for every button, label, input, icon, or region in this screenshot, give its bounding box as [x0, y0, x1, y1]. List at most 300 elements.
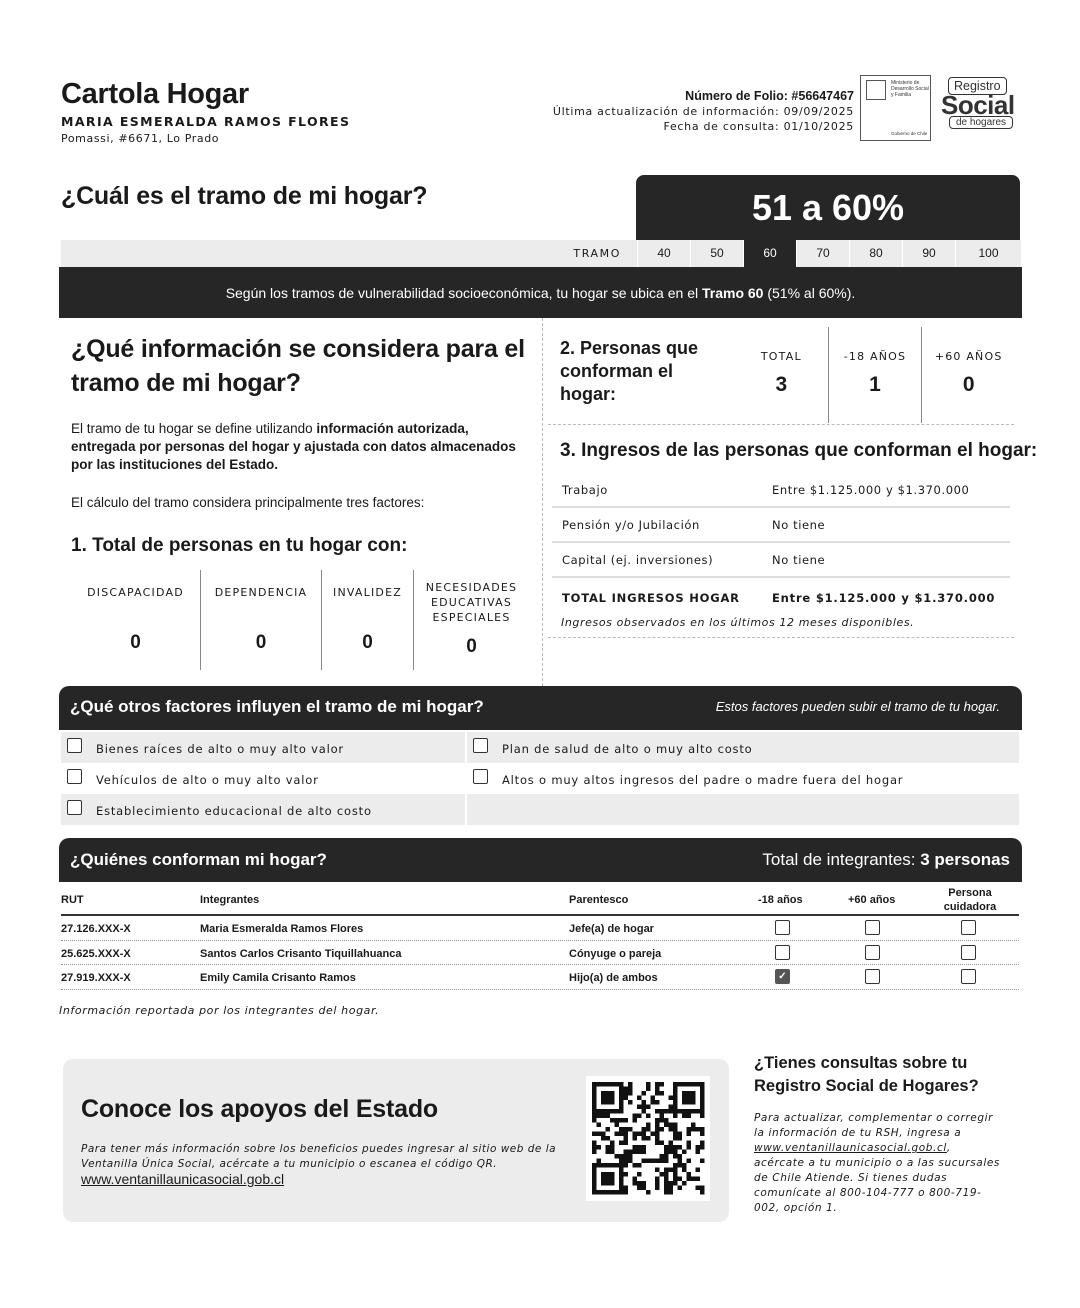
holder-address: Pomassi, #6671, Lo Prado [61, 132, 220, 145]
qr-module [673, 1163, 678, 1168]
income-value: Entre $1.125.000 y $1.370.000 [772, 483, 970, 497]
factor-label: Establecimiento educacional de alto costo [96, 804, 372, 818]
section-divider [548, 637, 1014, 638]
qr-module [606, 1109, 611, 1114]
qr-module [700, 1145, 705, 1150]
col-mayor: +60 años [848, 894, 896, 906]
qr-module [610, 1109, 615, 1114]
tramo-question: ¿Cuál es el tramo de mi hogar? [61, 182, 428, 210]
qr-module [601, 1163, 606, 1168]
qr-module [673, 1145, 678, 1150]
income-label: Pensión y/o Jubilación [562, 518, 700, 532]
tramo-scale-label: TRAMO [573, 247, 621, 260]
info-p1-bold: información autorizada, entregada por personas del hogar y ajustada con datos almacenados por las instituciones del Estado. [71, 421, 516, 472]
factor-checkbox[interactable] [473, 738, 488, 753]
qr-module [615, 1154, 620, 1159]
qr-module [678, 1109, 683, 1114]
factor1-dependencia [200, 570, 321, 670]
personas-mayores [921, 327, 1015, 423]
over-60-checkbox[interactable] [865, 945, 880, 960]
banner-text-post: (51% al 60%). [763, 285, 856, 301]
qr-module [682, 1082, 687, 1087]
logo-top-text: Registro [948, 77, 1007, 95]
factor-item [61, 794, 465, 825]
qr-module [606, 1145, 611, 1150]
qr-module [646, 1136, 651, 1141]
qr-module [673, 1154, 678, 1159]
ministry-name: Ministerio de Desarrollo Social y Familia [891, 80, 929, 98]
qr-module [592, 1168, 597, 1173]
qr-module [660, 1127, 665, 1132]
qr-module [691, 1123, 696, 1128]
qr-module [700, 1114, 705, 1119]
caregiver-checkbox[interactable] [961, 945, 976, 960]
factor1-title: 1. Total de personas en tu hogar con: [71, 535, 408, 556]
household-title: ¿Quiénes conforman mi hogar? [70, 850, 327, 869]
rut-cell: 25.625.XXX-X [61, 947, 131, 960]
qr-module [673, 1096, 678, 1101]
personas-menores [828, 327, 922, 423]
qr-module [696, 1168, 701, 1173]
name-cell: Maria Esmeralda Ramos Flores [200, 923, 364, 935]
qr-module [633, 1136, 638, 1141]
qr-module [597, 1190, 602, 1195]
qr-module [606, 1082, 611, 1087]
qr-module [673, 1087, 678, 1092]
qr-module [615, 1109, 620, 1114]
qr-module [601, 1190, 606, 1195]
qr-module [691, 1177, 696, 1182]
qr-module [664, 1145, 669, 1150]
qr-module [682, 1114, 687, 1119]
qr-module [619, 1087, 624, 1092]
qr-module [619, 1096, 624, 1101]
qr-module [642, 1127, 647, 1132]
qr-module [700, 1096, 705, 1101]
name-cell: Emily Camila Crisanto Ramos [200, 972, 356, 984]
qr-module [669, 1141, 674, 1146]
consultas-text [754, 1111, 1004, 1216]
qr-module [655, 1118, 660, 1123]
qr-module [592, 1190, 597, 1195]
qr-module [619, 1105, 624, 1110]
other-factors-row [61, 732, 1019, 763]
qr-module [664, 1123, 669, 1128]
qr-module [610, 1091, 615, 1096]
qr-module [673, 1168, 678, 1173]
qr-module [669, 1127, 674, 1132]
factor-item [61, 732, 465, 763]
qr-module [633, 1163, 638, 1168]
last-update: Última actualización de información: 09/09/2025 [552, 105, 854, 118]
tramo-scale-cells [637, 240, 1021, 267]
income-value: No tiene [772, 553, 826, 567]
income-value: No tiene [772, 518, 826, 532]
qr-module [655, 1082, 660, 1087]
qr-module [633, 1114, 638, 1119]
qr-module [646, 1082, 651, 1087]
qr-module [669, 1150, 674, 1155]
factor1-grid [71, 570, 529, 670]
qr-module [642, 1132, 647, 1137]
qr-module [678, 1154, 683, 1159]
qr-module [664, 1172, 669, 1177]
factor-checkbox[interactable] [67, 800, 82, 815]
tramo-scale [61, 240, 1021, 267]
qr-module [624, 1154, 629, 1159]
table-row [61, 941, 1019, 966]
qr-module [615, 1132, 620, 1137]
qr-module [673, 1082, 678, 1087]
qr-module [682, 1096, 687, 1101]
qr-module [664, 1177, 669, 1182]
qr-module [624, 1118, 629, 1123]
other-factors-row [61, 794, 1019, 825]
qr-module [606, 1181, 611, 1186]
factor1-nee [413, 570, 529, 670]
relationship-cell: Hijo(a) de ambos [569, 972, 658, 984]
government-seal-icon [866, 80, 886, 100]
qr-module [624, 1136, 629, 1141]
qr-module [682, 1168, 687, 1173]
factor1-label: DISCAPACIDAD [87, 586, 184, 599]
logo-main-text: Social [941, 90, 1015, 120]
income-total-label: TOTAL INGRESOS HOGAR [562, 591, 740, 605]
qr-module [624, 1127, 629, 1132]
qr-module [633, 1150, 638, 1155]
qr-module [673, 1114, 678, 1119]
over-60-checkbox[interactable] [865, 920, 880, 935]
qr-module [592, 1096, 597, 1101]
section-divider [548, 424, 1014, 425]
qr-module [615, 1190, 620, 1195]
qr-module [601, 1177, 606, 1182]
qr-module [642, 1091, 647, 1096]
qr-module [700, 1082, 705, 1087]
qr-module [592, 1172, 597, 1177]
under-18-checkbox[interactable]: ✓ [775, 969, 790, 984]
factor1-value: 0 [130, 632, 141, 653]
qr-module [687, 1141, 692, 1146]
qr-module [597, 1132, 602, 1137]
info-paragraph-2: El cálculo del tramo considera principalmente tres factores: [71, 495, 425, 510]
qr-module [678, 1132, 683, 1137]
info-paragraph-1 [71, 420, 531, 474]
household-table [61, 884, 1019, 990]
qr-module [687, 1091, 692, 1096]
qr-module [601, 1091, 606, 1096]
qr-module [597, 1163, 602, 1168]
tramo-scale-cell: 100 [955, 240, 1021, 267]
consultas-text-pre: Para actualizar, complementar o corregir la información de tu RSH, ingresa a [754, 1112, 994, 1139]
qr-module [678, 1186, 683, 1191]
col-menor: -18 años [758, 894, 803, 906]
qr-module [646, 1087, 651, 1092]
qr-module [642, 1150, 647, 1155]
column-divider [542, 318, 543, 686]
qr-module [637, 1132, 642, 1137]
qr-module [655, 1136, 660, 1141]
qr-module [628, 1100, 633, 1105]
qr-module [678, 1177, 683, 1182]
qr-module [691, 1091, 696, 1096]
factor-item-empty [467, 794, 1019, 825]
qr-module [619, 1168, 624, 1173]
qr-module [592, 1105, 597, 1110]
factor1-discapacidad [71, 570, 200, 670]
qr-module [700, 1109, 705, 1114]
qr-module [642, 1186, 647, 1191]
qr-module [678, 1163, 683, 1168]
qr-module [687, 1177, 692, 1182]
qr-module [673, 1172, 678, 1177]
factor-item [61, 763, 465, 794]
qr-module [606, 1172, 611, 1177]
factor-item [467, 732, 1019, 763]
tramo-scale-cell: 90 [902, 240, 955, 267]
qr-module [628, 1082, 633, 1087]
qr-module [660, 1082, 665, 1087]
banner-text-pre: Según los tramos de vulnerabilidad socioeconómica, tu hogar se ubica en el [225, 285, 702, 301]
income-note: Ingresos observados en los últimos 12 meses disponibles. [561, 616, 915, 629]
qr-module [606, 1163, 611, 1168]
qr-module [651, 1096, 656, 1101]
qr-module [637, 1105, 642, 1110]
qr-module [673, 1136, 678, 1141]
qr-module [637, 1186, 642, 1191]
qr-module [642, 1145, 647, 1150]
qr-module [592, 1132, 597, 1137]
qr-module [660, 1141, 665, 1146]
qr-module [687, 1096, 692, 1101]
qr-module [669, 1145, 674, 1150]
qr-module [691, 1082, 696, 1087]
qr-module [633, 1177, 638, 1182]
qr-module [700, 1159, 705, 1164]
qr-module [601, 1096, 606, 1101]
qr-module [619, 1163, 624, 1168]
qr-module [624, 1087, 629, 1092]
personas-label: TOTAL [760, 350, 802, 363]
qr-module [687, 1132, 692, 1137]
qr-module [642, 1100, 647, 1105]
qr-module [592, 1091, 597, 1096]
personas-total [735, 327, 828, 423]
under-18-checkbox[interactable] [775, 945, 790, 960]
qr-module [606, 1150, 611, 1155]
qr-module [660, 1154, 665, 1159]
qr-module [619, 1109, 624, 1114]
header-identity [61, 78, 350, 145]
factor1-label: NECESIDADES EDUCATIVAS ESPECIALES [425, 581, 518, 624]
factor1-value: 0 [362, 632, 373, 653]
income-row-pension [552, 508, 1010, 543]
header-meta [553, 89, 854, 133]
qr-module [673, 1150, 678, 1155]
qr-module [682, 1091, 687, 1096]
tramo-scale-cell: 80 [849, 240, 902, 267]
qr-module [673, 1123, 678, 1128]
col-parentesco: Parentesco [569, 894, 629, 906]
factor1-value: 0 [466, 636, 477, 657]
col-integrantes: Integrantes [200, 894, 260, 906]
tramo-result: 51 a 60% [636, 175, 1020, 240]
qr-module [664, 1190, 669, 1195]
qr-module [700, 1127, 705, 1132]
qr-module [655, 1181, 660, 1186]
qr-module [628, 1091, 633, 1096]
qr-module [633, 1132, 638, 1137]
qr-module [601, 1082, 606, 1087]
factor-label: Altos o muy altos ingresos del padre o madre fuera del hogar [502, 773, 904, 787]
qr-module [673, 1132, 678, 1137]
table-row [61, 916, 1019, 941]
income-row-trabajo [552, 473, 1010, 508]
factor-checkbox[interactable] [67, 769, 82, 784]
qr-module [619, 1082, 624, 1087]
qr-module [606, 1100, 611, 1105]
qr-code-icon[interactable] [586, 1076, 710, 1201]
qr-module [691, 1100, 696, 1105]
factor-checkbox[interactable] [67, 738, 82, 753]
personas-value: 0 [962, 373, 975, 396]
qr-module [664, 1118, 669, 1123]
qr-module [687, 1109, 692, 1114]
qr-module [619, 1141, 624, 1146]
rut-cell: 27.126.XXX-X [61, 923, 131, 935]
qr-module [615, 1082, 620, 1087]
qr-module [682, 1163, 687, 1168]
qr-module [700, 1132, 705, 1137]
household-total [762, 850, 1010, 870]
qr-module [642, 1159, 647, 1164]
qr-module [678, 1159, 683, 1164]
income-cell-gap [756, 508, 762, 541]
qr-module [673, 1109, 678, 1114]
qr-module [637, 1181, 642, 1186]
apoyos-text: Para tener más información sobre los beneficios puedes ingresar al sitio web de la Ventanilla Única Social, acércate a tu municipio o escanea el código QR. [81, 1143, 557, 1170]
info-question: ¿Qué información se considera para el tramo de mi hogar? [71, 335, 525, 397]
qr-module [601, 1100, 606, 1105]
qr-module [601, 1132, 606, 1137]
qr-module [610, 1190, 615, 1195]
qr-module [700, 1100, 705, 1105]
caregiver-checkbox[interactable] [961, 920, 976, 935]
qr-module [615, 1163, 620, 1168]
qr-module [637, 1096, 642, 1101]
personas-value: 1 [869, 373, 881, 396]
qr-module [700, 1186, 705, 1191]
other-factors-grid [61, 732, 1019, 825]
consultas-link[interactable]: www.ventanillaunicasocial.gob.cl [754, 1142, 947, 1154]
qr-module [655, 1123, 660, 1128]
qr-module [601, 1109, 606, 1114]
qr-module [696, 1082, 701, 1087]
qr-module [696, 1145, 701, 1150]
qr-module [592, 1186, 597, 1191]
qr-module [682, 1181, 687, 1186]
income-row-capital [552, 543, 1010, 578]
qr-module [624, 1150, 629, 1155]
factor1-value: 0 [255, 632, 267, 653]
qr-module [624, 1172, 629, 1177]
qr-module [682, 1100, 687, 1105]
qr-module [619, 1091, 624, 1096]
qr-module [619, 1100, 624, 1105]
household-total-pre: Total de integrantes: [762, 850, 921, 869]
qr-module [610, 1181, 615, 1186]
qr-module [696, 1127, 701, 1132]
qr-module [651, 1132, 656, 1137]
qr-module [592, 1145, 597, 1150]
personas-title: 2. Personas que conforman el hogar: [560, 338, 699, 404]
qr-module [700, 1141, 705, 1146]
qr-module [664, 1159, 669, 1164]
qr-module [646, 1190, 651, 1195]
qr-module [592, 1100, 597, 1105]
qr-module [673, 1091, 678, 1096]
qr-module [610, 1141, 615, 1146]
logo-bottom-text: de hogares [949, 116, 1013, 129]
qr-module [592, 1163, 597, 1168]
qr-module [610, 1177, 615, 1182]
qr-module [673, 1181, 678, 1186]
qr-module [664, 1150, 669, 1155]
qr-module [619, 1118, 624, 1123]
qr-module [610, 1163, 615, 1168]
qr-module [655, 1177, 660, 1182]
qr-module [628, 1150, 633, 1155]
household-header [59, 838, 1022, 882]
apoyos-title: Conoce los apoyos del Estado [81, 1095, 438, 1123]
qr-module [619, 1154, 624, 1159]
qr-module [687, 1114, 692, 1119]
info-p1-pre: El tramo de tu hogar se define utilizando [71, 421, 317, 436]
qr-module [687, 1100, 692, 1105]
qr-module [646, 1123, 651, 1128]
qr-module [655, 1127, 660, 1132]
consultas-text-post: , acércate a tu municipio o a las sucursales de Chile Atiende. Si tienes dudas comunícate al 800-104-777 o 800-719-002, opción 1. [754, 1142, 1000, 1214]
qr-module [628, 1087, 633, 1092]
qr-module [637, 1114, 642, 1119]
qr-module [700, 1105, 705, 1110]
qr-module [592, 1114, 597, 1119]
qr-module [664, 1181, 669, 1186]
under-18-checkbox[interactable] [775, 920, 790, 935]
over-60-checkbox[interactable] [865, 969, 880, 984]
qr-module [624, 1159, 629, 1164]
qr-module [660, 1109, 665, 1114]
qr-module [610, 1100, 615, 1105]
qr-module [678, 1136, 683, 1141]
factor-checkbox[interactable] [473, 769, 488, 784]
rsh-logo [939, 75, 1023, 145]
tramo-scale-cell: 70 [796, 240, 849, 267]
qr-module [651, 1100, 656, 1105]
qr-module [691, 1096, 696, 1101]
qr-module [637, 1163, 642, 1168]
qr-module [655, 1168, 660, 1173]
apoyos-link[interactable]: www.ventanillaunicasocial.gob.cl [81, 1171, 285, 1187]
factor1-label: DEPENDENCIA [214, 586, 308, 599]
qr-module [660, 1091, 665, 1096]
qr-module [601, 1114, 606, 1119]
qr-module [597, 1114, 602, 1119]
caregiver-checkbox[interactable] [961, 969, 976, 984]
qr-module [606, 1096, 611, 1101]
qr-module [597, 1109, 602, 1114]
qr-module [633, 1145, 638, 1150]
